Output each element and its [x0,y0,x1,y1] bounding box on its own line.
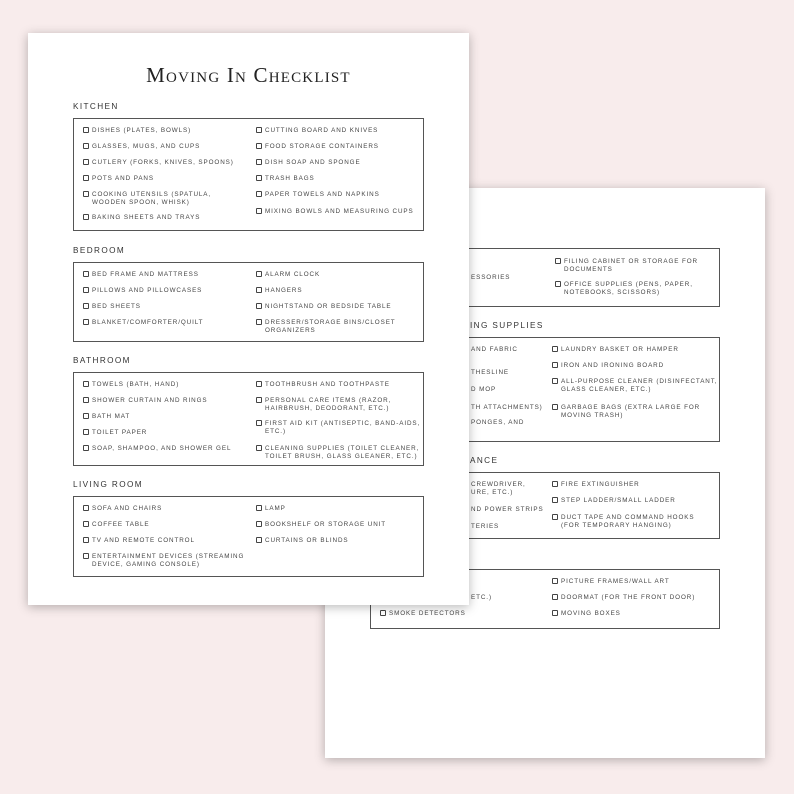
checkbox[interactable] [83,319,89,325]
checklist-item-label: PILLOWS AND PILLOWCASES [92,287,203,294]
checkbox[interactable] [256,175,262,181]
checkbox[interactable] [83,521,89,527]
checklist-item-label: DISH SOAP AND SPONGE [265,159,361,166]
checkbox[interactable] [83,429,89,435]
checklist-item-label: GLASSES, MUGS, AND CUPS [92,143,201,150]
checklist-item-label: ALARM CLOCK [265,271,321,278]
checklist-item-label: POTS AND PANS [92,175,154,182]
checklist-item-label: ENTERTAINMENT DEVICES (STREAMING DEVICE, GAMING CONSOLE) [92,553,245,569]
checkbox[interactable] [256,445,262,451]
checklist-item[interactable] [83,381,179,389]
checkbox[interactable] [83,143,89,149]
checklist-item-label: BED SHEETS [92,303,141,310]
checklist-item-label-partial: THESLINE [471,369,509,376]
checklist-item[interactable] [256,191,380,199]
checklist-item-label: SMOKE DETECTORS [389,610,466,617]
checkbox[interactable] [83,445,89,451]
checklist-item-label: PICTURE FRAMES/WALL ART [561,578,670,585]
checklist-item-label: ALL-PURPOSE CLEANER (DISINFECTANT, GLASS CLEANER, ETC.) [561,378,718,394]
checklist-item-label: FILING CABINET OR STORAGE FOR DOCUMENTS [564,258,698,274]
checklist-item-label: DUCT TAPE AND COMMAND HOOKS (FOR TEMPORARY HANGING) [561,514,695,530]
checklist-item-label: OFFICE SUPPLIES (PENS, PAPER, NOTEBOOKS, SCISSORS) [564,281,693,297]
checklist-item[interactable] [256,397,391,413]
checklist-item-label-partial: AND FABRIC [471,346,518,353]
checkbox[interactable] [552,481,558,487]
checkbox[interactable] [256,303,262,309]
checklist-item[interactable] [256,271,320,279]
checklist-item[interactable] [552,481,640,489]
checkbox[interactable] [83,505,89,511]
checklist-item[interactable] [256,175,315,183]
checklist-item[interactable] [256,208,414,216]
checkbox[interactable] [83,287,89,293]
checklist-item-label: CLEANING SUPPLIES (TOILET CLEANER, TOILET BRUSH, GLASS GLEANER, ETC.) [265,445,420,461]
checklist-item[interactable] [552,346,679,354]
checkbox[interactable] [83,303,89,309]
checklist-item[interactable] [83,429,147,437]
checklist-item-label: TOWELS (BATH, HAND) [92,381,180,388]
checklist-item[interactable] [256,127,378,135]
checklist-item-label: DOORMAT (FOR THE FRONT DOOR) [561,594,696,601]
checkbox[interactable] [256,208,262,214]
checklist-item-label: FOOD STORAGE CONTAINERS [265,143,379,150]
checklist-item[interactable] [83,319,203,327]
checkbox[interactable] [83,537,89,543]
checklist-item[interactable] [552,610,621,618]
checklist-item-label-partial: D MOP [471,386,497,393]
checkbox[interactable] [83,127,89,133]
checkbox[interactable] [256,191,262,197]
checklist-item[interactable] [256,521,386,529]
section-heading: ING SUPPLIES [470,321,544,330]
checklist-item[interactable] [256,420,420,436]
checkbox[interactable] [552,346,558,352]
checklist-item-label: MIXING BOWLS AND MEASURING CUPS [265,208,414,215]
checklist-item-label: SOAP, SHAMPOO, AND SHOWER GEL [92,445,232,452]
checklist-item[interactable] [256,319,396,335]
checkbox[interactable] [256,319,262,325]
checklist-item[interactable] [552,514,694,530]
checklist-item[interactable] [83,287,202,295]
section-heading: ANCE [470,456,499,465]
page-title: Moving In Checklist [146,63,351,87]
checklist-item-label: FIRE EXTINGUISHER [561,481,640,488]
checklist-item-label: SOFA AND CHAIRS [92,505,163,512]
checklist-item-label: GARBAGE BAGS (EXTRA LARGE FOR MOVING TRASH) [561,404,701,420]
checklist-item-label: BAKING SHEETS AND TRAYS [92,214,201,221]
checkbox[interactable] [256,271,262,277]
checkbox[interactable] [83,271,89,277]
section-heading: KITCHEN [73,102,119,111]
checkbox[interactable] [256,287,262,293]
checklist-item[interactable] [83,505,162,513]
checkbox[interactable] [552,594,558,600]
section-heading: BEDROOM [73,246,126,255]
checklist-item-label: CUTTING BOARD AND KNIVES [265,127,379,134]
checkbox[interactable] [83,159,89,165]
checkbox[interactable] [256,420,262,426]
checkbox[interactable] [552,578,558,584]
checklist-item[interactable] [83,553,244,569]
checklist-item-label: TOILET PAPER [92,429,148,436]
checklist-item[interactable] [555,258,698,274]
checkbox[interactable] [256,505,262,511]
checklist-item[interactable] [256,159,361,167]
checklist-item[interactable] [256,537,349,545]
checklist-item[interactable] [83,413,130,421]
checklist-item[interactable] [256,287,302,295]
checklist-item-label-partial: CREWDRIVER, URE, ETC.) [471,481,526,497]
checklist-item[interactable] [83,445,231,453]
checklist-item-label-partial: TERIES [471,523,500,530]
checklist-item[interactable] [552,497,676,505]
checklist-item-label: FIRST AID KIT (ANTISEPTIC, BAND-AIDS, ETC.) [265,420,421,436]
checkbox[interactable] [552,404,558,410]
checklist-item-label-partial: PONGES, AND [471,419,525,426]
checklist-item-label-partial: ESSORIES [471,274,511,281]
checklist-item[interactable] [83,159,234,167]
checklist-item-label: BATH MAT [92,413,131,420]
checklist-item-label: CUTLERY (FORKS, KNIVES, SPOONS) [92,159,234,166]
checklist-item[interactable] [380,610,466,618]
checklist-item-label: BED FRAME AND MATTRESS [92,271,199,278]
checkbox[interactable] [83,214,89,220]
checkbox[interactable] [256,521,262,527]
checklist-item[interactable] [83,175,154,183]
checkbox[interactable] [552,514,558,520]
checklist-item-label: DISHES (PLATES, BOWLS) [92,127,192,134]
checklist-item-label: BLANKET/COMFORTER/QUILT [92,319,204,326]
checklist-item[interactable] [83,143,200,151]
checklist-item-label-partial: TH ATTACHMENTS) [471,404,543,411]
checkbox[interactable] [83,381,89,387]
checkbox[interactable] [256,397,262,403]
checkbox[interactable] [552,610,558,616]
checklist-item[interactable] [83,397,207,405]
checklist-item-label: DRESSER/STORAGE BINS/CLOSET ORGANIZERS [265,319,396,335]
checklist-item-label: MOVING BOXES [561,610,621,617]
checklist-item-label: PAPER TOWELS AND NAPKINS [265,191,380,198]
checklist-item[interactable] [555,281,693,297]
checkbox[interactable] [552,497,558,503]
checklist-item-label-partial: ETC.) [471,594,492,601]
checklist-item-label: SHOWER CURTAIN AND RINGS [92,397,208,404]
checklist-item-label: PERSONAL CARE ITEMS (RAZOR, HAIRBRUSH, DEODORANT, ETC.) [265,397,392,413]
checkbox[interactable] [555,258,561,264]
checklist-item[interactable] [83,127,191,135]
checklist-item[interactable] [256,303,391,311]
checkbox[interactable] [380,610,386,616]
checkbox[interactable] [552,378,558,384]
checklist-item-label: HANGERS [265,287,303,294]
checkbox[interactable] [555,281,561,287]
checklist-item[interactable] [83,191,211,207]
checklist-item-label: COFFEE TABLE [92,521,150,528]
checklist-item-label: BOOKSHELF OR STORAGE UNIT [265,521,387,528]
checklist-page-front [28,33,469,605]
checkbox[interactable] [83,553,89,559]
checklist-item-label: TOOTHBRUSH AND TOOTHPASTE [265,381,390,388]
checkbox[interactable] [83,191,89,197]
checklist-item[interactable] [256,445,419,461]
checkbox[interactable] [83,397,89,403]
checkbox[interactable] [552,362,558,368]
checklist-item[interactable] [83,214,200,222]
checklist-item-label-partial: ND POWER STRIPS [471,506,544,513]
checklist-item[interactable] [83,303,141,311]
checklist-item[interactable] [83,537,195,545]
checkbox[interactable] [83,413,89,419]
checklist-item[interactable] [256,381,390,389]
checklist-item-label: IRON AND IRONING BOARD [561,362,665,369]
checkbox[interactable] [256,159,262,165]
checklist-item[interactable] [552,578,670,586]
checklist-item[interactable] [83,271,199,279]
checklist-item[interactable] [552,404,700,420]
checklist-item[interactable] [83,521,149,529]
checkbox[interactable] [256,127,262,133]
checkbox[interactable] [83,175,89,181]
checklist-item[interactable] [552,594,695,602]
checkbox[interactable] [256,143,262,149]
checklist-item-label: TV AND REMOTE CONTROL [92,537,195,544]
checklist-item-label: CURTAINS OR BLINDS [265,537,349,544]
section-heading: BATHROOM [73,356,131,365]
checklist-item[interactable] [256,143,379,151]
checklist-item-label: STEP LADDER/SMALL LADDER [561,497,676,504]
checklist-item-label: NIGHTSTAND OR BEDSIDE TABLE [265,303,392,310]
checklist-item-label: LAUNDRY BASKET OR HAMPER [561,346,679,353]
checklist-item-label: COOKING UTENSILS (SPATULA, WOODEN SPOON, WHISK) [92,191,212,207]
checkbox[interactable] [256,381,262,387]
checklist-item[interactable] [552,362,664,370]
checkbox[interactable] [256,537,262,543]
checklist-item-label: TRASH BAGS [265,175,315,182]
checklist-item[interactable] [256,505,286,513]
section-heading: LIVING ROOM [73,480,143,489]
checklist-item[interactable] [552,378,717,394]
checklist-item-label: LAMP [265,505,286,512]
